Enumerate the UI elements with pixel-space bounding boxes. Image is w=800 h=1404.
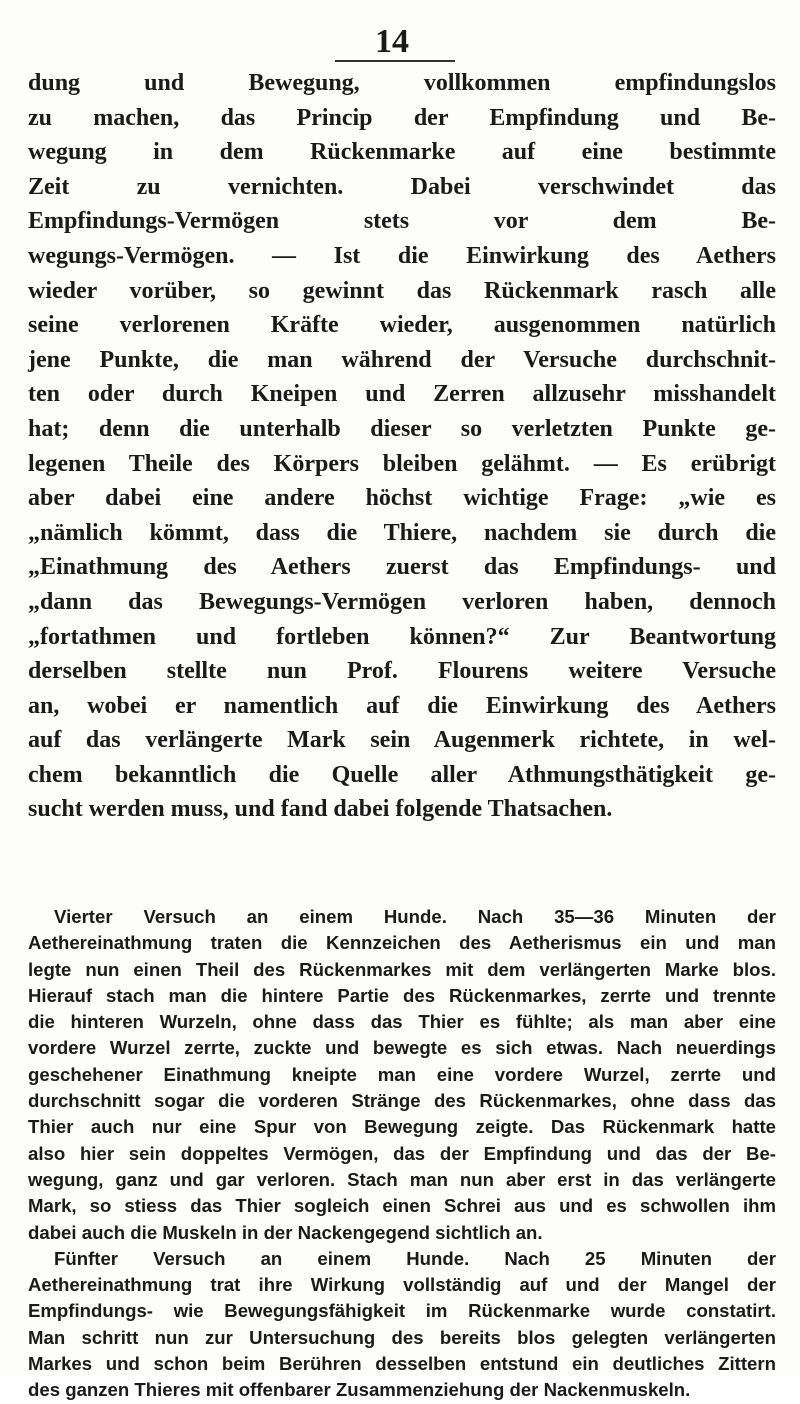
text-line: zu machen, das Princip der Empfindung und Be- xyxy=(28,104,776,131)
text-line: die hinteren Wurzeln, ohne dass das Thier es fühlte; als man aber eine xyxy=(28,1011,776,1033)
text-line: chem bekanntlich die Quelle aller Athmungsthätigkeit ge- xyxy=(28,761,776,788)
text-line: also hier sein doppeltes Vermögen, das der Empfindung und das der Be- xyxy=(28,1142,776,1164)
text-line: auf das verlängerte Mark sein Augenmerk richtete, in wel- xyxy=(28,727,776,754)
text-line: Markes und schon beim Berühren desselben entstund ein deutliches Zittern xyxy=(28,1353,776,1375)
text-line: legte nun einen Theil des Rückenmarkes mit dem verlängerten Marke blos. xyxy=(28,958,776,980)
experiment-notes xyxy=(28,904,776,1404)
text-line: jene Punkte, die man während der Versuche durchschnit- xyxy=(28,346,776,373)
text-line: Mark, so stiess das Thier sogleich einen Schrei aus und es schwollen ihm xyxy=(28,1195,776,1217)
text-line: legenen Theile des Körpers bleiben gelähmt. — Es erübrigt xyxy=(28,450,776,477)
text-line: des ganzen Thieres mit offenbarer Zusammenziehung der Nackenmuskeln. xyxy=(28,1379,691,1401)
page-number: 14 xyxy=(375,23,409,60)
text-line: Hierauf stach man die hintere Partie des Rückenmarkes, zerrte und trennte xyxy=(28,984,776,1006)
text-line: an, wobei er namentlich auf die Einwirkung des Aethers xyxy=(28,692,776,719)
text-line: dung und Bewegung, vollkommen empfindungslos xyxy=(28,70,776,96)
text-line: ten oder durch Kneipen und Zerren allzusehr misshandelt xyxy=(28,381,776,408)
text-line: Empfindungs-Vermögen stets vor dem Be- xyxy=(28,208,776,235)
text-line: Aethereinathmung traten die Kennzeichen des Aetherismus ein und man xyxy=(28,932,776,954)
text-line: „Einathmung des Aethers zuerst das Empfindungs- und xyxy=(28,554,776,581)
experiment-five-heading-line: Fünfter Versuch an einem Hunde. Nach 25 Minuten der xyxy=(54,1247,776,1269)
text-line: hat; denn die unterhalb dieser so verletzten Punkte ge- xyxy=(28,415,776,442)
text-line: wegungs-Vermögen. — Ist die Einwirkung des Aethers xyxy=(28,242,776,269)
experiment-four-heading-line: Vierter Versuch an einem Hunde. Nach 35—36 Minuten der xyxy=(54,906,776,927)
header-rule xyxy=(335,60,455,62)
main-paragraph xyxy=(28,66,776,827)
text-line: wegung in dem Rückenmarke auf eine bestimmte xyxy=(28,139,776,166)
text-line: seine verlorenen Kräfte wieder, ausgenommen natürlich xyxy=(28,312,776,339)
text-line: Man schritt nun zur Untersuchung des bereits blos gelegten verlängerten xyxy=(28,1326,776,1348)
text-line: derselben stellte nun Prof. Flourens weitere Versuche xyxy=(28,658,776,685)
text-line: wegung, ganz und gar verloren. Stach man nun aber erst in das verlängerte xyxy=(28,1168,776,1190)
text-line: „nämlich kömmt, dass die Thiere, nachdem sie durch die xyxy=(28,519,776,546)
text-line: aber dabei eine andere höchst wichtige Frage: „wie es xyxy=(28,485,776,512)
text-line: vordere Wurzel zerrte, zuckte und bewegte es sich etwas. Nach neuerdings xyxy=(28,1037,776,1059)
text-line: durchschnitt sogar die vorderen Stränge des Rückenmarkes, ohne dass das xyxy=(28,1090,776,1112)
text-line: „dann das Bewegungs-Vermögen verloren haben, dennoch xyxy=(28,588,776,615)
text-line: Thier auch nur eine Spur von Bewegung zeigte. Das Rückenmark hatte xyxy=(28,1116,776,1138)
text-line: wieder vorüber, so gewinnt das Rückenmark rasch alle xyxy=(28,277,776,304)
text-line: Aethereinathmung trat ihre Wirkung vollständig auf und der Mangel der xyxy=(28,1274,776,1296)
text-line: geschehener Einathmung kneipte man eine vordere Wurzel, zerrte und xyxy=(28,1063,776,1085)
text-line: „fortathmen und fortleben können?“ Zur Beantwortung xyxy=(28,623,776,650)
text-line: sucht werden muss, und fand dabei folgende Thatsachen. xyxy=(28,796,613,823)
text-line: Empfindungs- wie Bewegungsfähigkeit im Rückenmarke wurde constatirt. xyxy=(28,1300,776,1322)
text-line: dabei auch die Muskeln in der Nackengegend sichtlich an. xyxy=(28,1221,543,1243)
text-line: Zeit zu vernichten. Dabei verschwindet das xyxy=(28,173,776,200)
